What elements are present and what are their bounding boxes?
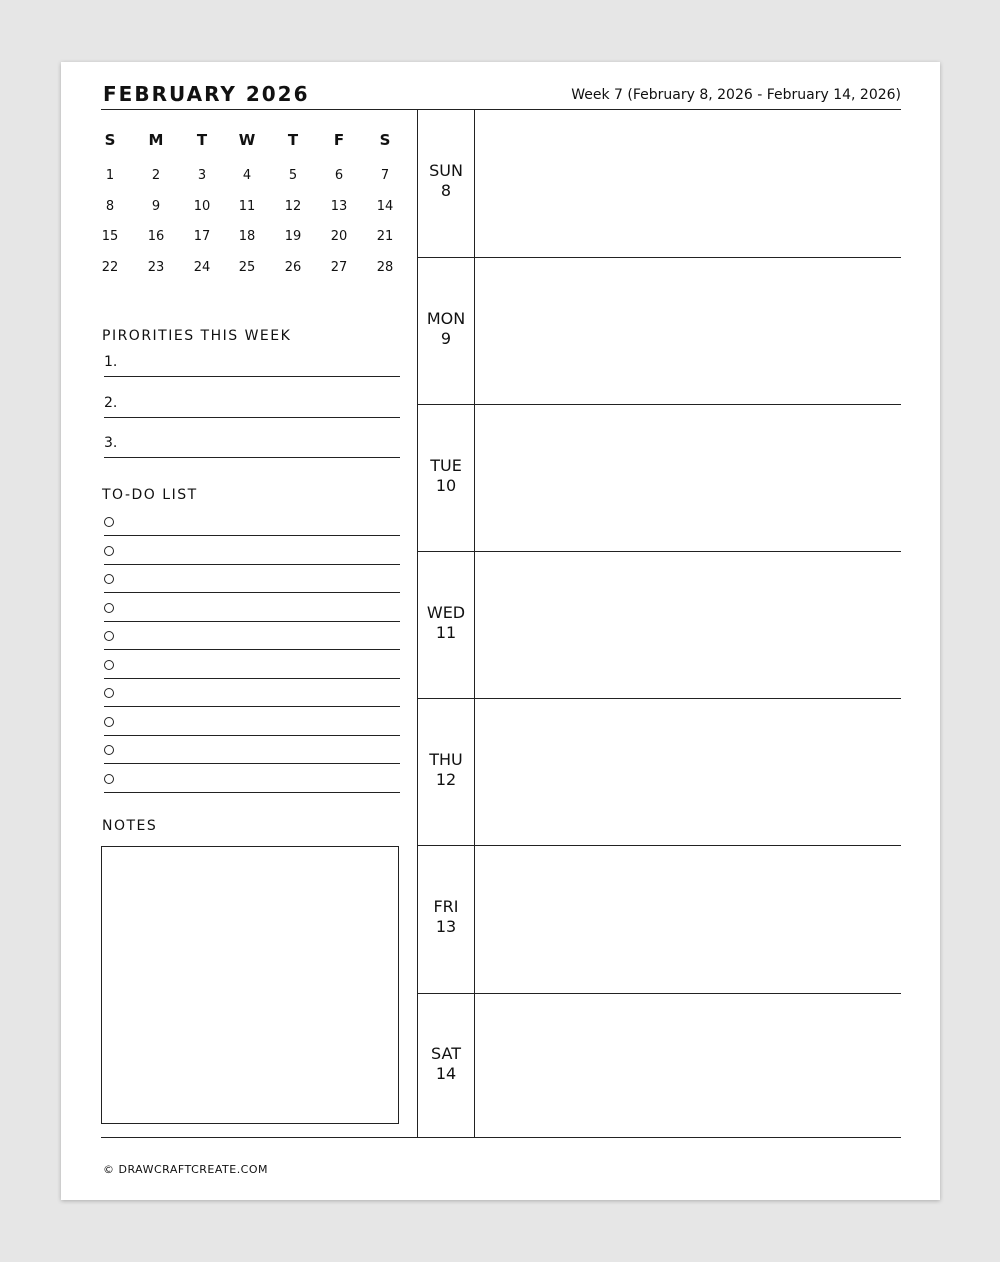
priority-line[interactable] <box>104 457 400 458</box>
day-entry-area[interactable] <box>476 553 900 697</box>
priorities-heading: PIRORITIES THIS WEEK <box>102 328 292 344</box>
day-separator <box>417 845 901 846</box>
calendar-day[interactable]: 21 <box>376 229 394 244</box>
checkbox-circle-icon[interactable] <box>104 546 114 556</box>
day-separator <box>417 698 901 699</box>
day-separator <box>417 404 901 405</box>
calendar-day[interactable]: 3 <box>197 168 207 183</box>
calendar-day[interactable]: 12 <box>284 199 302 214</box>
header-rule <box>101 109 901 110</box>
calendar-weekday-header: M <box>148 131 164 149</box>
calendar-day[interactable]: 17 <box>193 229 211 244</box>
month-title: FEBRUARY 2026 <box>103 82 310 106</box>
day-separator <box>417 993 901 994</box>
calendar-day[interactable]: 8 <box>105 199 115 214</box>
day-number: 10 <box>435 475 457 495</box>
calendar-day[interactable]: 11 <box>238 199 256 214</box>
calendar-day[interactable]: 5 <box>288 168 298 183</box>
todo-heading: TO-DO LIST <box>102 487 198 503</box>
checkbox-circle-icon[interactable] <box>104 774 114 784</box>
planner-page <box>61 62 940 1200</box>
todo-line[interactable] <box>104 564 400 565</box>
calendar-day[interactable]: 23 <box>147 260 165 275</box>
day-name: WED <box>426 602 466 622</box>
day-name: SAT <box>431 1043 461 1063</box>
day-name: THU <box>429 749 463 769</box>
checkbox-circle-icon[interactable] <box>104 574 114 584</box>
notes-box[interactable] <box>101 846 399 1124</box>
todo-line[interactable] <box>104 592 400 593</box>
todo-line[interactable] <box>104 735 400 736</box>
day-entry-area[interactable] <box>476 406 900 550</box>
calendar-day[interactable]: 18 <box>238 229 256 244</box>
day-number: 9 <box>440 328 452 348</box>
checkbox-circle-icon[interactable] <box>104 688 114 698</box>
calendar-day[interactable]: 10 <box>193 199 211 214</box>
calendar-weekday-header: T <box>287 131 299 149</box>
priority-number: 3. <box>104 435 118 451</box>
calendar-day[interactable]: 26 <box>284 260 302 275</box>
day-entry-area[interactable] <box>476 995 900 1137</box>
day-number: 14 <box>435 1063 457 1083</box>
calendar-day[interactable]: 25 <box>238 260 256 275</box>
day-number: 8 <box>440 181 452 200</box>
todo-line[interactable] <box>104 678 400 679</box>
calendar-weekday-header: W <box>238 131 256 149</box>
calendar-day[interactable]: 9 <box>151 199 161 214</box>
checkbox-circle-icon[interactable] <box>104 717 114 727</box>
priority-line[interactable] <box>104 417 400 418</box>
calendar-day[interactable]: 6 <box>334 168 344 183</box>
checkbox-circle-icon[interactable] <box>104 517 114 527</box>
priority-number: 1. <box>104 354 118 370</box>
calendar-weekday-header: S <box>379 131 391 149</box>
copyright-footer: © DRAWCRAFTCREATE.COM <box>103 1163 269 1176</box>
day-entry-area[interactable] <box>476 259 900 403</box>
calendar-day[interactable]: 16 <box>147 229 165 244</box>
todo-line[interactable] <box>104 792 400 793</box>
week-range: Week 7 (February 8, 2026 - February 14, 2026) <box>571 87 901 103</box>
day-number: 12 <box>435 769 457 789</box>
calendar-day[interactable]: 4 <box>242 168 252 183</box>
calendar-day[interactable]: 15 <box>101 229 119 244</box>
todo-line[interactable] <box>104 535 400 536</box>
calendar-day[interactable]: 28 <box>376 260 394 275</box>
calendar-day[interactable]: 20 <box>330 229 348 244</box>
checkbox-circle-icon[interactable] <box>104 660 114 670</box>
priority-number: 2. <box>104 395 118 411</box>
calendar-day[interactable]: 19 <box>284 229 302 244</box>
calendar-day[interactable]: 27 <box>330 260 348 275</box>
day-name: MON <box>426 308 466 328</box>
priority-line[interactable] <box>104 376 400 377</box>
calendar-day[interactable]: 14 <box>376 199 394 214</box>
todo-line[interactable] <box>104 763 400 764</box>
day-number: 13 <box>435 917 457 936</box>
footer-rule <box>101 1137 901 1138</box>
day-separator <box>417 551 901 552</box>
todo-line[interactable] <box>104 621 400 622</box>
checkbox-circle-icon[interactable] <box>104 603 114 613</box>
calendar-weekday-header: S <box>104 131 116 149</box>
checkbox-circle-icon[interactable] <box>104 631 114 641</box>
calendar-day[interactable]: 13 <box>330 199 348 214</box>
calendar-day[interactable]: 2 <box>151 168 161 183</box>
calendar-day[interactable]: 24 <box>193 260 211 275</box>
day-entry-area[interactable] <box>476 111 900 256</box>
day-name: SUN <box>429 161 463 180</box>
todo-line[interactable] <box>104 649 400 650</box>
calendar-weekday-header: F <box>333 131 345 149</box>
calendar-day[interactable]: 7 <box>380 168 390 183</box>
day-separator <box>417 257 901 258</box>
day-entry-area[interactable] <box>476 847 900 992</box>
calendar-day[interactable]: 1 <box>105 168 115 183</box>
day-name: FRI <box>433 897 459 916</box>
day-number: 11 <box>435 622 457 642</box>
notes-heading: NOTES <box>102 818 158 834</box>
day-entry-area[interactable] <box>476 700 900 844</box>
calendar-day[interactable]: 22 <box>101 260 119 275</box>
todo-line[interactable] <box>104 706 400 707</box>
checkbox-circle-icon[interactable] <box>104 745 114 755</box>
column-divider-day <box>474 109 475 1138</box>
day-name: TUE <box>430 455 462 475</box>
calendar-weekday-header: T <box>196 131 208 149</box>
